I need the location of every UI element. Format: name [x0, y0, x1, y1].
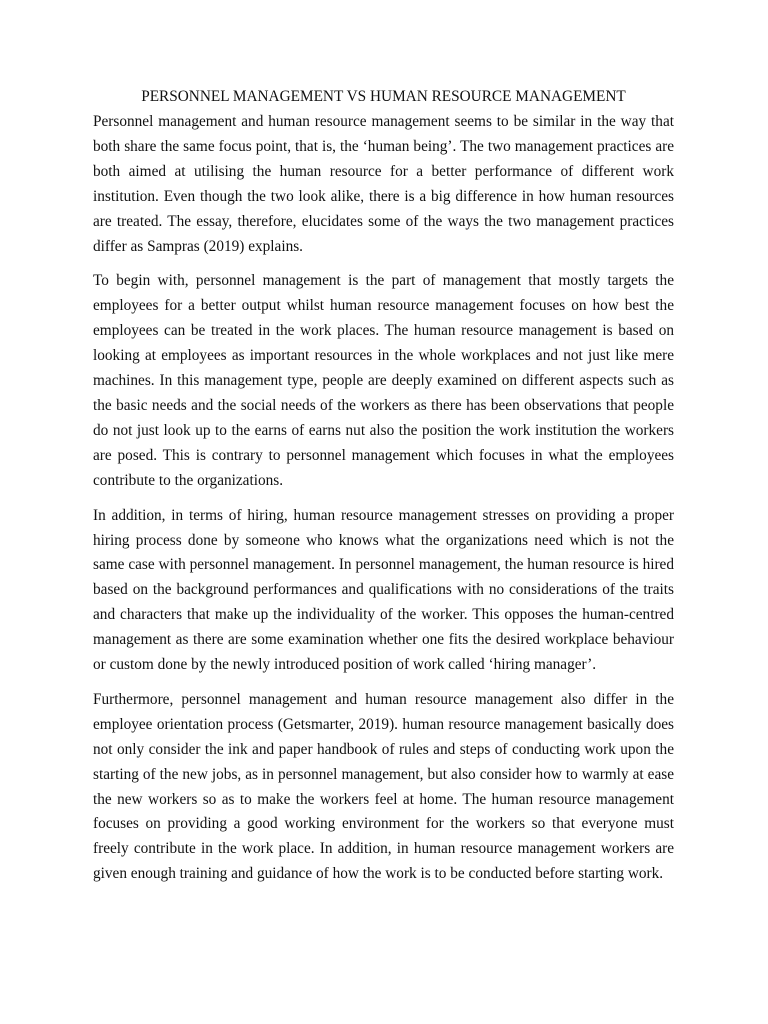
paragraph-intro: Personnel management and human resource management seems to be similar in the way that both share the same focus point, that is, the ‘human being’. The two management practices are both aimed at utilising the human resource for a better performance of different work institution. Even though the two look alike, there is a big difference in how human resources are treated. The essay, therefore, elucidates some of the ways the two management practices differ as Sampras (2019) explains. — [93, 113, 674, 255]
paragraph-hiring: In addition, in terms of hiring, human resource management stresses on providing a proper hiring process done by someone who knows what the organizations need which is not the same case with personnel management. In personnel management, the human resource is hired based on the background performances and qualifications with no considerations of the traits and characters that make up the individuality of the worker. This opposes the human-centred management as there are some examination whether one fits the desired workplace behaviour or custom done by the newly introduced position of work called ‘hiring manager’. — [93, 506, 674, 674]
paragraph-focus: To begin with, personnel management is the part of management that mostly targets the employees for a better output whilst human resource management focuses on how best the employees can be treated in the work places. The human resource management is based on looking at employees as important resources in the whole workplaces and not just like mere machines. In this management type, people are deeply examined on different aspects such as the basic needs and the social needs of the workers as there has been observations that people do not just look up to the earns of earns nut also the position the work institution the workers are posed. This is contrary to personnel management which focuses in what the employees contribute to the organizations. — [93, 272, 674, 489]
paragraph-orientation: Furthermore, personnel management and human resource management also differ in the employee orientation process (Getsmarter, 2019). human resource management basically does not only consider the ink and paper handbook of rules and steps of conducting work upon the starting of the new jobs, as in personnel management, but also consider how to warmly at ease the new workers so as to make the workers feel at home. The human resource management focuses on providing a good working environment for the workers so that everyone must freely contribute in the work place. In addition, in human resource management workers are given enough training and guidance of how the work is to be conducted before starting work. — [93, 690, 674, 883]
document-page — [93, 86, 674, 897]
document-title: PERSONNEL MANAGEMENT VS HUMAN RESOURCE MANAGEMENT — [141, 88, 626, 105]
